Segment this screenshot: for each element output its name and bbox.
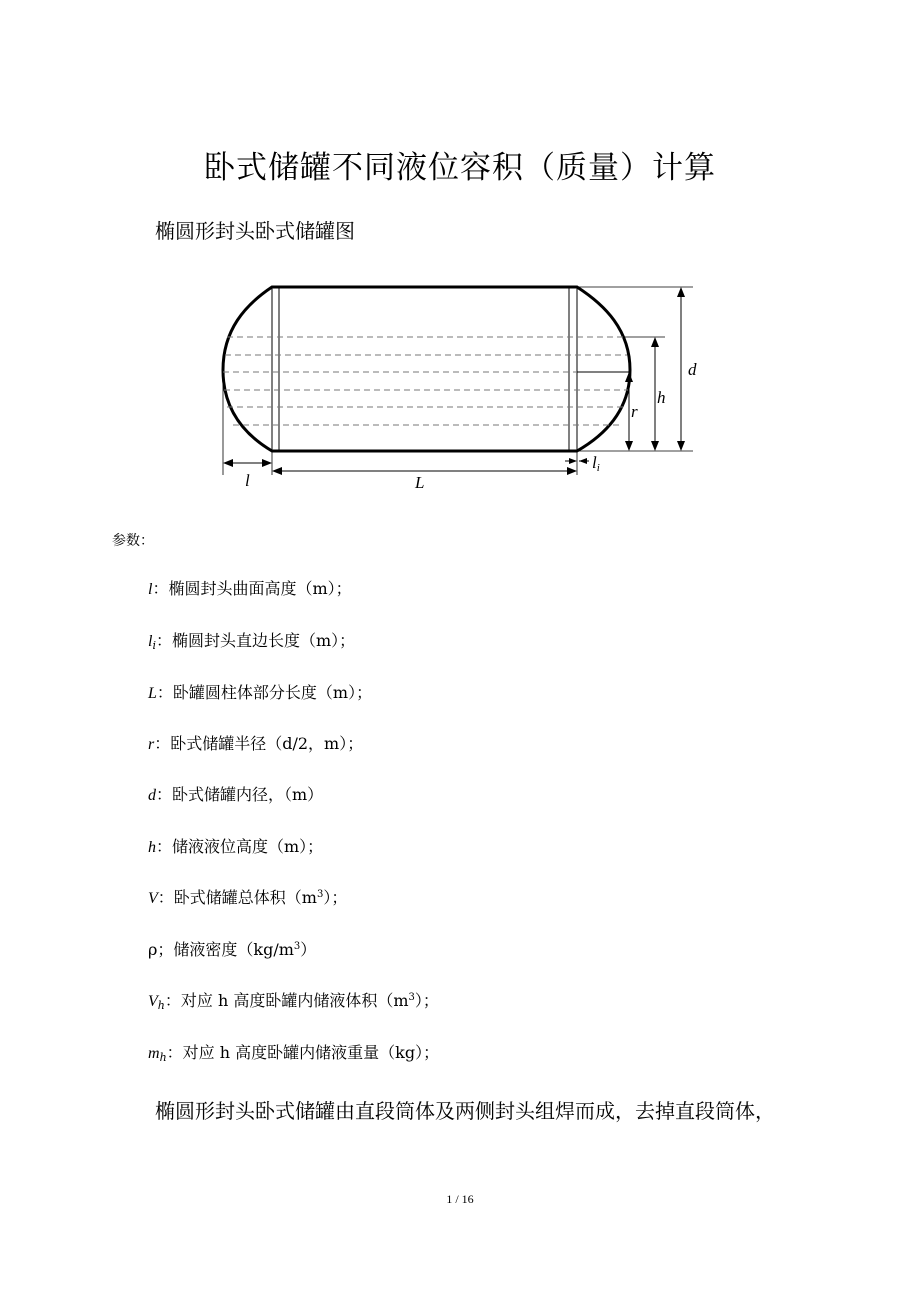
param-item: V：卧式储罐总体积$(m^3)$； [148,888,348,907]
page-title: 卧式储罐不同液位容积（质量）计算 [204,150,716,186]
param-item: h：储液液位高度（m）； [148,837,324,856]
params-heading: 参数： [112,533,154,549]
label-r: r [631,402,638,421]
label-L: L [415,473,425,492]
param-item: $m_h$：对应 h 高度卧罐内储液重量（kg）； [148,1043,440,1064]
param-item: L：卧罐圆柱体部分长度（m）； [148,683,373,702]
label-h: h [657,388,666,407]
body-paragraph: 椭圆形封头卧式储罐由直段筒体及两侧封头组焊而成，去掉直段筒体， [155,1099,775,1123]
param-item: ρ；储液密度$(kg/m^3)$ [148,940,317,959]
param-item: d：卧式储罐内径，（m） [148,785,324,804]
liquid-level-lines [223,337,629,425]
tank-diagram [205,275,705,495]
param-item: r：卧式储罐半径（d/2，m）； [148,734,364,753]
param-item: l：椭圆封头曲面高度（m）； [148,579,352,598]
param-item: $l_i$：椭圆封头直边长度（m）； [148,631,356,652]
label-li: li [592,453,600,474]
param-item: $V_h$：对应 h 高度卧罐内储液体积$(m^3)$； [148,991,439,1012]
label-l: l [245,471,250,490]
label-d: d [688,360,697,379]
diagram-caption: 椭圆形封头卧式储罐图 [155,219,355,243]
page-number: 1 / 16 [446,1192,474,1206]
